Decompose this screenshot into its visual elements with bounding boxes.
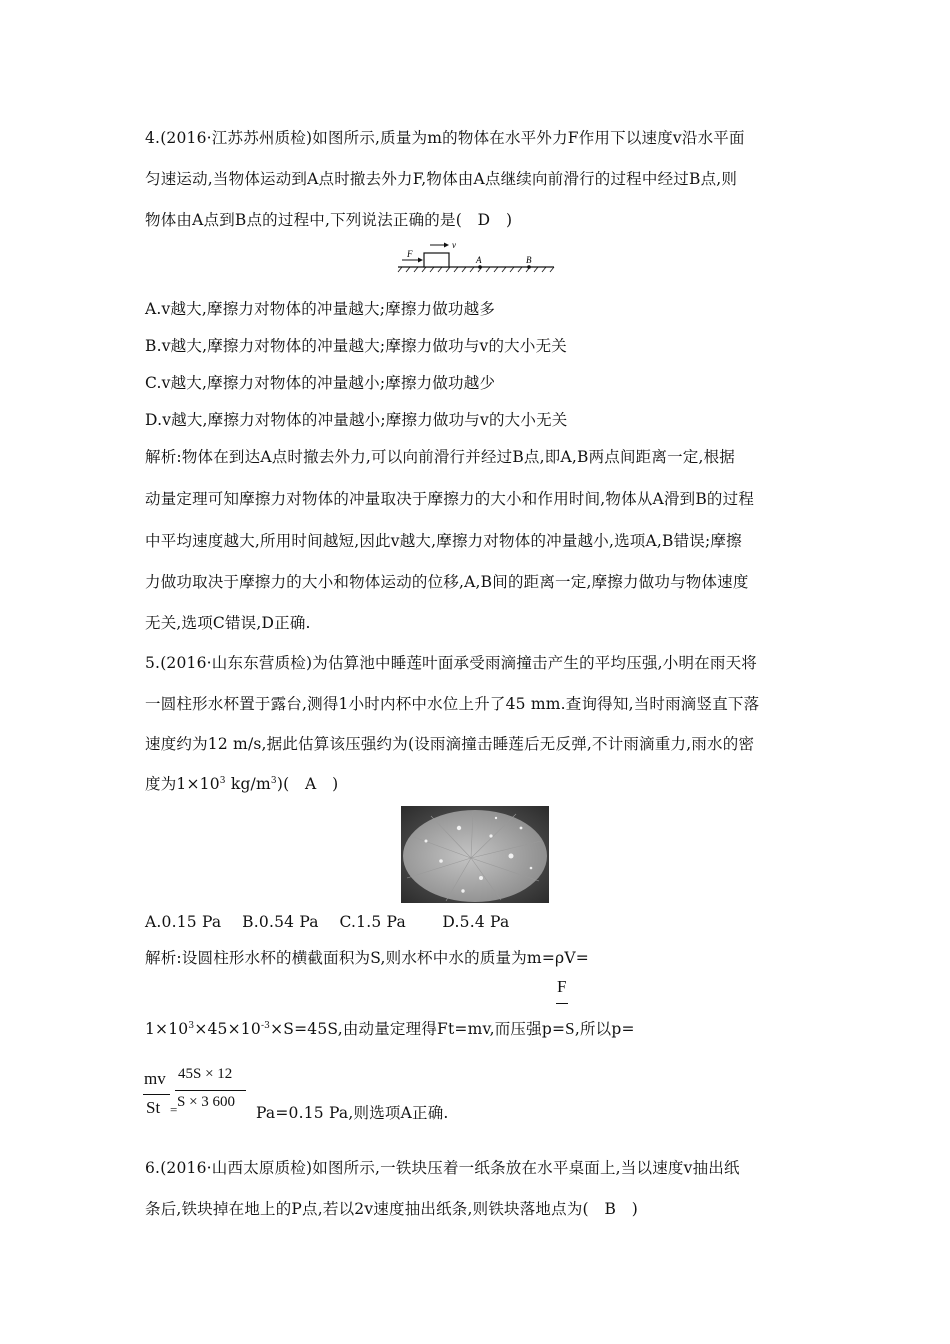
fraction-mv-numerator: mv (144, 1069, 166, 1088)
q4-option-c: C.v越大,摩擦力对物体的冲量越小;摩擦力做功越少 (145, 374, 496, 392)
q4-line-3: 物体由A点到B点的过程中,下列说法正确的是( D ) (145, 211, 513, 229)
point-a (478, 265, 482, 269)
equals-sign: = (170, 1102, 178, 1117)
point-b (527, 265, 531, 269)
point-b-label: B (526, 255, 532, 265)
q5-solution-2: $1\times 10^3\times 45\times 10^{-3}\times S=45S$,由动量定理得Ft=mv,而压强p=S,所以p= (145, 1019, 635, 1038)
q4-solution-1: 解析:物体在到达A点时撤去外力,可以向前滑行并经过B点,即A,B两点间距离一定,根据 (145, 448, 736, 466)
q4-solution-5: 无关,选项C错误,D正确. (145, 614, 311, 632)
lotus-leaf-photo (401, 806, 549, 903)
q6-line-1: 6.(2016·山西太原质检)如图所示,一铁块压着一纸条放在水平桌面上,当以速度v抽出纸 (145, 1159, 740, 1177)
q4-solution-3: 中平均速度越大,所用时间越短,因此v越大,摩擦力对物体的冲量越小,选项A,B错误;摩擦 (145, 532, 742, 550)
q5-line-1: 5.(2016·山东东营质检)为估算池中睡莲叶面承受雨滴撞击产生的平均压强,小明在雨天将 (145, 654, 757, 672)
velocity-label: v (452, 240, 456, 250)
q4-line-1: 4.(2016·江苏苏州质检)如图所示,质量为m的物体在水平外力F作用下以速度v沿水平面 (145, 129, 745, 147)
fraction-mv-bar (143, 1094, 170, 1095)
fraction-f-over-s-bar (556, 1003, 568, 1004)
q5-line-3: 速度约为12 m/s,据此估算该压强约为(设雨滴撞击睡莲后无反弹,不计雨滴重力,雨水的密 (145, 735, 755, 753)
point-a-label: A (476, 255, 482, 265)
q5-solution-1: 解析:设圆柱形水杯的横截面积为S,则水杯中水的质量为m=ρV= (145, 949, 589, 967)
q4-option-b: B.v越大,摩擦力对物体的冲量越大;摩擦力做功与v的大小无关 (145, 337, 567, 355)
q4-option-d: D.v越大,摩擦力对物体的冲量越小;摩擦力做功与v的大小无关 (145, 411, 568, 429)
block (424, 253, 449, 267)
q4-block-figure (396, 238, 556, 274)
fraction-45s-denominator: S × 3 600 (177, 1094, 236, 1110)
fraction-45s-numerator: 45S × 12 (178, 1066, 233, 1082)
fraction-st-denominator: St (146, 1098, 161, 1117)
fraction-f-over-s-numerator: F (557, 977, 567, 996)
q6-line-2: 条后,铁块掉在地上的P点,若以2v速度抽出纸条,则铁块落地点为( B ) (145, 1200, 639, 1218)
q4-solution-4: 力做功取决于摩擦力的大小和物体运动的位移,A,B间的距离一定,摩擦力做功与物体速度 (145, 573, 749, 591)
q4-solution-2: 动量定理可知摩擦力对物体的冲量取决于摩擦力的大小和作用时间,物体从A滑到B的过程 (145, 490, 755, 508)
q5-line-2: 一圆柱形水杯置于露台,测得1小时内杯中水位上升了45 mm.查询得知,当时雨滴竖直下落 (145, 695, 760, 713)
fraction-45s-bar (175, 1090, 246, 1091)
force-label: F (407, 249, 413, 259)
q5-solution-3: Pa=0.15 Pa,则选项A正确. (256, 1104, 449, 1122)
q5-options: A.0.15 Pa B.0.54 Pa C.1.5 Pa D.5.4 Pa (145, 913, 510, 931)
q4-option-a: A.v越大,摩擦力对物体的冲量越大;摩擦力做功越多 (145, 300, 496, 318)
q4-line-2: 匀速运动,当物体运动到A点时撤去外力F,物体由A点继续向前滑行的过程中经过B点,则 (145, 170, 738, 188)
q5-line-4: 度为$1\times 10^3$ $kg/m^3$)( A ) (145, 775, 339, 793)
